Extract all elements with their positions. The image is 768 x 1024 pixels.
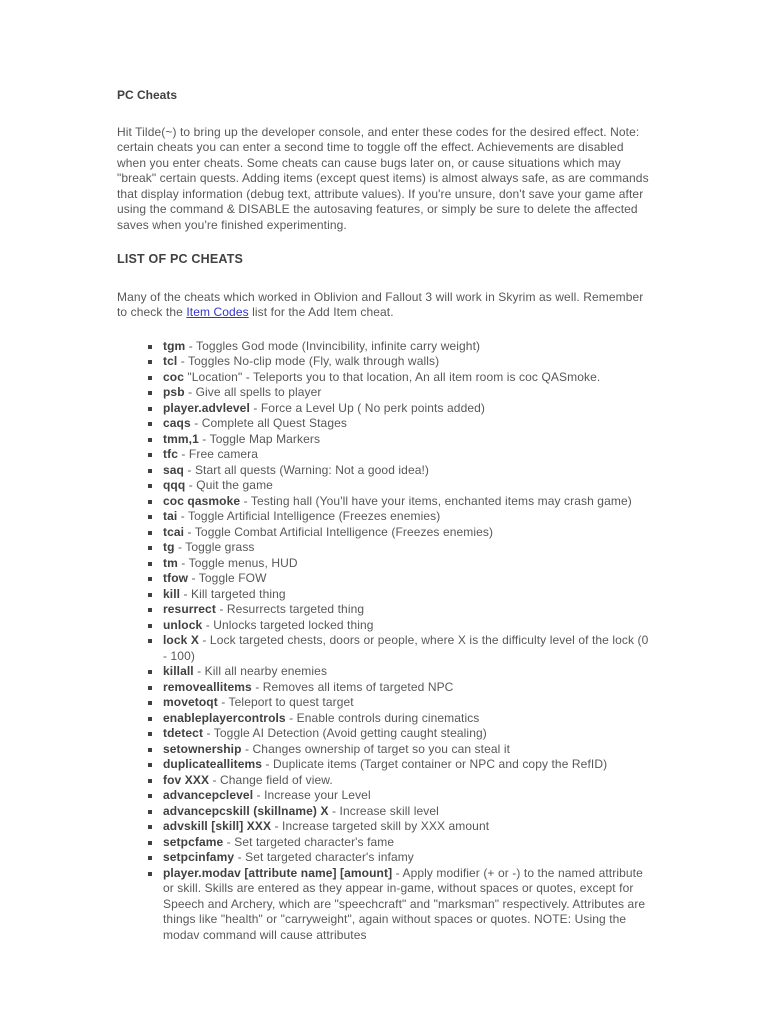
- cheat-list-item: [163, 447, 654, 463]
- note-text-before-link: Many of the cheats which worked in Oblivion and Fallout 3 will work in Skyrim as well. Remember to check the: [117, 289, 644, 319]
- cheat-code: lock X: [163, 633, 199, 647]
- cheat-description: - Toggle Artificial Intelligence (Freezes enemies): [177, 509, 441, 523]
- cheat-code: tfow: [163, 571, 189, 585]
- cheat-code: qqq: [163, 478, 186, 492]
- cheat-code: tm: [163, 555, 178, 570]
- cheat-list-item: [163, 773, 654, 789]
- cheat-code: setpcinfamy: [163, 850, 235, 864]
- cheat-description: - Toggle Map Markers: [198, 431, 321, 446]
- cheat-list-item: [163, 339, 654, 355]
- cheat-description: - Removes all items of targeted NPC: [251, 679, 454, 694]
- cheat-description: - Increase targeted skill by XXX amount: [271, 819, 490, 833]
- cheat-code: tfc: [163, 447, 178, 461]
- intro-paragraph: Hit Tilde(~) to bring up the developer console, and enter these codes for the desired effect. Note: certain cheats you can enter a second time to toggle off the effect. Achievements are disabled when you enter cheats. Some cheats can cause bugs later on, or cause situations which may "break" certain quests. Adding items (except quest items) is almost always safe, as are commands that display information (debug text, attribute values). If you're unsure, don't save your game after using the command & DISABLE the autosaving features, or simply be sure to delete the affected saves when you're finished experimenting.: [117, 124, 649, 232]
- cheat-list-item: [163, 571, 654, 587]
- cheat-description: - Give all spells to player: [184, 385, 322, 399]
- cheat-description: - Teleport to quest target: [217, 695, 354, 709]
- cheat-description: - Kill all nearby enemies: [193, 664, 328, 678]
- cheat-code: enableplayercontrols: [163, 710, 286, 725]
- cheat-list-item: [163, 587, 654, 603]
- cheat-code: coc qasmoke: [163, 493, 241, 508]
- cheat-description: - Toggle menus, HUD: [177, 555, 298, 570]
- cheat-list-item: [163, 478, 654, 494]
- cheat-list-item: [163, 385, 654, 401]
- cheat-description: - Set targeted character's infamy: [234, 850, 414, 864]
- cheat-code: caqs: [163, 416, 191, 430]
- cheat-list-item: [163, 463, 654, 479]
- cheat-list-item: [163, 556, 654, 572]
- cheat-code: removeallitems: [163, 679, 252, 694]
- cheat-list-item: [163, 618, 654, 634]
- cheat-code: fov XXX: [163, 772, 210, 787]
- cheat-description: - Changes ownership of target so you can steal it: [241, 741, 511, 756]
- cheat-code: tg: [163, 540, 175, 554]
- cheat-list-item: [163, 742, 654, 758]
- cheat-description: - Resurrects targeted thing: [215, 602, 365, 616]
- cheat-description: - Set targeted character's fame: [223, 834, 395, 849]
- cheat-description: - Testing hall (You'll have your items, enchanted items may crash game): [240, 493, 632, 508]
- cheat-description: - Toggle Combat Artificial Intelligence (Freezes enemies): [184, 524, 494, 539]
- cheat-list-item: [163, 726, 654, 742]
- cheat-description: - Unlocks targeted locked thing: [202, 617, 374, 632]
- cheat-description: - Complete all Quest Stages: [190, 416, 347, 430]
- cheat-description: - Change field of view.: [209, 772, 333, 787]
- cheat-code: duplicateallitems: [163, 757, 263, 771]
- cheat-code: advskill [skill] XXX: [163, 819, 272, 833]
- cheat-list-item: [163, 711, 654, 727]
- note-paragraph: [117, 290, 654, 321]
- cheat-description: - Toggles God mode (Invincibility, infinite carry weight): [185, 338, 481, 353]
- cheat-description: - Enable controls during cinematics: [285, 710, 480, 725]
- cheat-list-item: [163, 432, 654, 448]
- note-text-after-link: list for the Add Item cheat.: [248, 305, 394, 319]
- cheat-description: - Duplicate items (Target container or NPC and copy the RefID): [262, 757, 608, 771]
- cheat-list-item: [163, 819, 654, 835]
- cheat-list-item: [163, 540, 654, 556]
- cheat-description: "Location" - Teleports you to that location, An all item room is coc QASmoke.: [183, 369, 601, 384]
- cheat-list-item: [163, 370, 654, 386]
- page-title: PC Cheats: [117, 88, 178, 102]
- cheat-description: - Toggles No-clip mode (Fly, walk through walls): [177, 354, 440, 368]
- cheat-description: - Toggle grass: [174, 540, 255, 554]
- item-codes-link[interactable]: Item Codes: [186, 305, 249, 319]
- cheat-description: - Toggle FOW: [188, 571, 267, 585]
- cheat-description: - Quit the game: [185, 478, 273, 492]
- cheat-description: - Free camera: [177, 447, 259, 461]
- cheat-code: setownership: [163, 741, 242, 756]
- cheat-list-item: [163, 354, 654, 370]
- cheat-description: - Lock targeted chests, doors or people, where X is the difficulty level of the lock (0 - 100): [163, 633, 649, 663]
- cheat-list-item: [163, 525, 654, 541]
- cheat-code: saq: [163, 462, 184, 477]
- cheat-code: coc: [163, 369, 184, 384]
- cheat-code: kill: [163, 586, 181, 601]
- cheat-code: tdetect: [163, 726, 204, 740]
- cheat-list-item: [163, 757, 654, 773]
- cheat-description: - Start all quests (Warning: Not a good idea!): [183, 462, 430, 477]
- cheat-description: - Apply modifier (+ or -) to the named attribute or skill. Skills are entered as they appear in-game, without spaces or quotes, except for Speech and Archery, which are "speechcraft" and "marksman" respectively. Attributes are things like "health" or "carryweight", again without spaces or quotes. NOTE: Using the modav command will cause attributes: [163, 865, 646, 942]
- cheat-code: tcl: [163, 354, 178, 368]
- cheat-code: player.advlevel: [163, 400, 250, 415]
- cheat-code: tgm: [163, 338, 186, 353]
- cheat-list-item: [163, 509, 654, 525]
- cheat-list-item: [163, 804, 654, 820]
- cheat-code: setpcfame: [163, 834, 224, 849]
- cheat-code: tcai: [163, 524, 185, 539]
- cheat-description: - Force a Level Up ( No perk points added): [249, 400, 485, 415]
- cheat-list-item: [163, 680, 654, 696]
- cheat-list-item: [163, 633, 654, 664]
- cheat-code: advancepclevel: [163, 788, 254, 802]
- cheat-description: - Toggle AI Detection (Avoid getting caught stealing): [203, 726, 487, 740]
- cheat-list-item: [163, 850, 654, 866]
- cheat-list-item: [163, 602, 654, 618]
- cheat-list-item: [163, 416, 654, 432]
- cheat-code: advancepcskill (skillname) X: [163, 803, 329, 818]
- cheat-code: tmm,1: [163, 431, 199, 446]
- cheat-list-item: [163, 695, 654, 711]
- cheat-list-item: [163, 866, 654, 944]
- cheat-description: - Increase your Level: [253, 788, 371, 802]
- cheat-list: [117, 339, 654, 944]
- cheat-list-item: [163, 788, 654, 804]
- cheat-description: - Increase skill level: [328, 803, 439, 818]
- cheat-code: killall: [163, 664, 194, 678]
- document-content: [117, 88, 654, 943]
- cheat-code: tai: [163, 509, 178, 523]
- section-heading: LIST OF PC CHEATS: [117, 252, 244, 266]
- cheat-description: - Kill targeted thing: [180, 586, 286, 601]
- cheat-list-item: [163, 835, 654, 851]
- cheat-code: psb: [163, 385, 185, 399]
- cheat-code: unlock: [163, 617, 203, 632]
- cheat-list-item: [163, 401, 654, 417]
- cheat-list-item: [163, 494, 654, 510]
- cheat-code: movetoqt: [163, 695, 218, 709]
- cheat-code: resurrect: [163, 602, 216, 616]
- cheat-list-item: [163, 664, 654, 680]
- cheat-code: player.modav [attribute name] [amount]: [163, 865, 393, 880]
